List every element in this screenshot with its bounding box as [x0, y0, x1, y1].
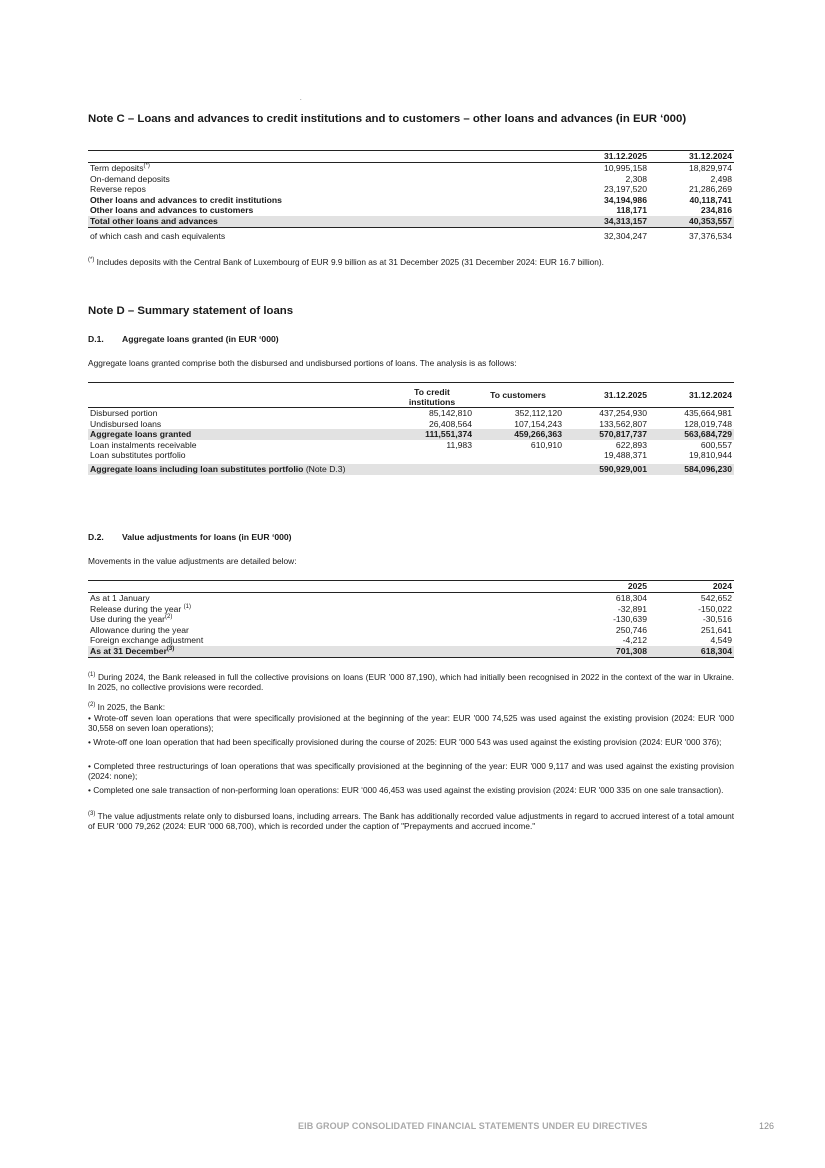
- d1-heading: [88, 334, 279, 344]
- cell-value: 4,549: [710, 635, 732, 646]
- table-row: [88, 184, 734, 195]
- d2-footnote-2-item: • Completed one sale transaction of non-performing loan operations: EUR ‘000 46,453 was used against the existing provision (2024: EUR '000 335 on one sale transaction).: [88, 785, 724, 795]
- table-row: [88, 419, 734, 430]
- note-d-title: Note D – Summary statement of loans: [88, 305, 294, 317]
- footnote-marker: (1): [183, 603, 191, 610]
- section-number: D.1.: [88, 334, 104, 344]
- cell-value: [392, 464, 474, 475]
- column-header: 31.12.2024: [649, 151, 734, 163]
- cell-value: 34,194,986: [603, 194, 647, 205]
- table-row: [88, 614, 734, 625]
- table-header-row: [88, 151, 734, 163]
- row-label: Total other loans and advances: [88, 216, 564, 227]
- row-label-text: Aggregate loans including loan substitutes portfolio: [90, 463, 304, 474]
- table-row: [88, 231, 734, 242]
- table-row: [88, 625, 734, 636]
- table-row: [88, 604, 734, 615]
- column-header: To customers: [474, 383, 564, 408]
- cell-value: 590,929,001: [564, 464, 649, 475]
- row-label: As at 1 January: [90, 593, 150, 603]
- row-label: Allowance during the year: [90, 624, 189, 635]
- cell-value: -30,516: [702, 614, 732, 625]
- footnote-marker: (3): [88, 811, 96, 818]
- d2-footnote-2-intro: [88, 702, 734, 712]
- row-label: Use during the year: [90, 614, 165, 625]
- cell-value: 2,308: [625, 173, 647, 184]
- cell-value: -32,891: [617, 603, 647, 614]
- footnote-text: Includes deposits with the Central Bank of Luxembourg of EUR 9.9 billion as at 31 December 2025 (31 December 2024: EUR 16.7 billion).: [96, 257, 604, 267]
- cell-value: 107,154,243: [514, 418, 562, 429]
- cell-value: [474, 464, 564, 475]
- row-label: [88, 464, 392, 475]
- table-row: [88, 163, 734, 174]
- cell-value: 701,308: [564, 646, 649, 657]
- cell-value: 85,142,810: [428, 408, 472, 418]
- cell-value: 40,353,557: [649, 216, 734, 227]
- cell-value: 37,376,534: [688, 230, 732, 241]
- cell-value: 542,652: [700, 593, 732, 603]
- footnote-marker: (2): [88, 702, 96, 709]
- column-header: 2025: [564, 581, 649, 593]
- footnote-marker: (3): [166, 646, 175, 653]
- cell-value: 352,112,120: [514, 408, 562, 418]
- cell-value: 600,557: [700, 439, 732, 450]
- cell-value: 128,019,748: [684, 418, 732, 429]
- cell-value: 610,910: [530, 439, 562, 450]
- row-label: Release during the year: [90, 603, 182, 614]
- table-total-row: [88, 646, 734, 657]
- d2-intro: Movements in the value adjustments are detailed below:: [88, 556, 297, 566]
- cell-value: 19,810,944: [688, 450, 732, 461]
- table-row: [88, 450, 734, 461]
- d2-footnote-2-item: • Completed three restructurings of loan operations that was specifically provisioned at the beginning of the year: EUR '000 9,117 and was used against the existing provision (2024: none);: [88, 761, 734, 782]
- cell-value: 40,118,741: [689, 194, 732, 205]
- row-label: Aggregate loans granted: [88, 429, 392, 440]
- footnote-text: During 2024, the Bank released in full the collective provisions on loans (EUR ’000 87,190), which had initially been recognised in 2022 in the context of the war in Ukraine. In 2025, no collective provisions were recorded.: [88, 672, 734, 693]
- table-header-row: [88, 581, 734, 593]
- cell-value: -4,212: [622, 635, 647, 646]
- row-label: Reverse repos: [90, 184, 146, 195]
- row-label: On-demand deposits: [90, 173, 170, 184]
- cell-value: [392, 450, 474, 461]
- cell-value: 111,551,374: [392, 429, 474, 440]
- section-title: Aggregate loans granted (in EUR ‘000): [122, 334, 279, 344]
- cell-value: 459,266,363: [474, 429, 564, 440]
- cell-value: 2,498: [710, 173, 732, 184]
- footer-title: EIB GROUP CONSOLIDATED FINANCIAL STATEMENTS UNDER EU DIRECTIVES: [298, 1121, 648, 1131]
- cell-value: 23,197,520: [603, 184, 647, 195]
- row-label: Term deposits: [90, 163, 144, 173]
- cell-value: 437,254,930: [599, 408, 647, 418]
- table-row: [88, 635, 734, 646]
- d2-table: [88, 580, 734, 658]
- cell-value: 18,829,974: [688, 163, 732, 173]
- d1-intro: Aggregate loans granted comprise both the disbursed and undisbursed portions of loans. The analysis is as follows:: [88, 358, 517, 368]
- column-header: 2024: [649, 581, 734, 593]
- cell-value: 10,995,158: [603, 163, 647, 173]
- footnote-marker: (*): [88, 257, 95, 264]
- d2-footnote-3: [88, 811, 734, 831]
- footnote-marker: (1): [88, 672, 96, 679]
- table-row: [88, 408, 734, 419]
- cell-value: 11,983: [446, 439, 472, 450]
- row-label: Loan substitutes portfolio: [90, 450, 186, 461]
- cell-value: 435,664,981: [684, 408, 732, 418]
- row-label: Foreign exchange adjustment: [90, 635, 204, 646]
- table-row: [88, 174, 734, 185]
- row-label: Undisbursed loans: [90, 418, 162, 429]
- cell-value: 21,286,269: [688, 184, 732, 195]
- footnote-text: The value adjustments relate only to disbursed loans, including arrears. The Bank has additionally recorded value adjustments in regard to accrued interest of a total amount of EUR '000 79,262 (2024: EUR '000 68,700), which is recorded under the caption of "Prepayments and accrued income.": [88, 811, 735, 832]
- note-reference: (Note D.3): [305, 463, 346, 474]
- d1-table: [88, 382, 734, 475]
- cell-value: 26,408,564: [428, 418, 472, 429]
- note-c-title: Note C – Loans and advances to credit institutions and to customers – other loans and advances (in EUR ‘000): [88, 113, 687, 125]
- footnote-text: In 2025, the Bank:: [97, 702, 166, 712]
- cell-value: 618,304: [649, 646, 734, 657]
- cell-value: 250,746: [615, 624, 647, 635]
- table-row: [88, 205, 734, 216]
- table-row: [88, 440, 734, 451]
- column-header: To credit institutions: [392, 383, 474, 408]
- section-title: Value adjustments for loans (in EUR ‘000): [122, 532, 292, 542]
- cell-value: -130,639: [613, 614, 647, 625]
- cell-value: 19,488,371: [603, 450, 647, 461]
- cell-value: 234,816: [700, 205, 732, 216]
- cell-value: 133,562,807: [599, 418, 647, 429]
- table-header-row: [88, 383, 734, 408]
- table-row: [88, 593, 734, 604]
- cell-value: 251,641: [700, 624, 732, 635]
- table-row: [88, 195, 734, 206]
- row-label: Disbursed portion: [90, 408, 158, 418]
- cell-value: 618,304: [615, 593, 647, 603]
- cell-value: 32,304,247: [603, 230, 647, 241]
- row-label: of which cash and cash equivalents: [90, 230, 226, 241]
- section-number: D.2.: [88, 532, 104, 542]
- cell-value: 118,171: [616, 205, 647, 216]
- d2-footnote-2-item: • Wrote-off one loan operation that had been specifically provisioned during the course of 2025: EUR '000 543 was used against the existing provision (2024: EUR '000 376);: [88, 737, 722, 747]
- table-total-row: [88, 429, 734, 440]
- row-label: Other loans and advances to customers: [90, 205, 254, 216]
- column-header: 31.12.2025: [564, 151, 649, 163]
- table-total-row: [88, 464, 734, 475]
- d2-footnote-1: [88, 672, 734, 692]
- column-header: 31.12.2024: [649, 383, 734, 408]
- footnote-marker: (*): [143, 163, 150, 170]
- d2-footnote-2-item: • Wrote-off seven loan operations that were specifically provisioned at the beginning of the year: EUR '000 74,525 was used against the existing provision (2024: EUR '000 30,558 on seven loan operations);: [88, 713, 734, 734]
- note-c-table: [88, 150, 734, 241]
- note-c-footnote: [88, 257, 734, 267]
- cell-value: 570,817,737: [564, 429, 649, 440]
- row-label: Other loans and advances to credit institutions: [90, 194, 282, 205]
- cell-value: -150,022: [698, 603, 732, 614]
- cell-value: 622,893: [615, 439, 647, 450]
- row-label: As at 31 December: [90, 645, 167, 656]
- cell-value: 34,313,157: [564, 216, 649, 227]
- page-number: 126: [759, 1121, 775, 1131]
- d2-heading: [88, 532, 292, 542]
- cell-value: 584,096,230: [649, 464, 734, 475]
- cell-value: [474, 450, 564, 461]
- footnote-marker: (2): [165, 614, 173, 621]
- column-header: 31.12.2025: [564, 383, 649, 408]
- cell-value: 563,684,729: [649, 429, 734, 440]
- table-total-row: [88, 216, 734, 227]
- row-label: Loan instalments receivable: [90, 439, 197, 450]
- page-dot: .: [300, 96, 302, 102]
